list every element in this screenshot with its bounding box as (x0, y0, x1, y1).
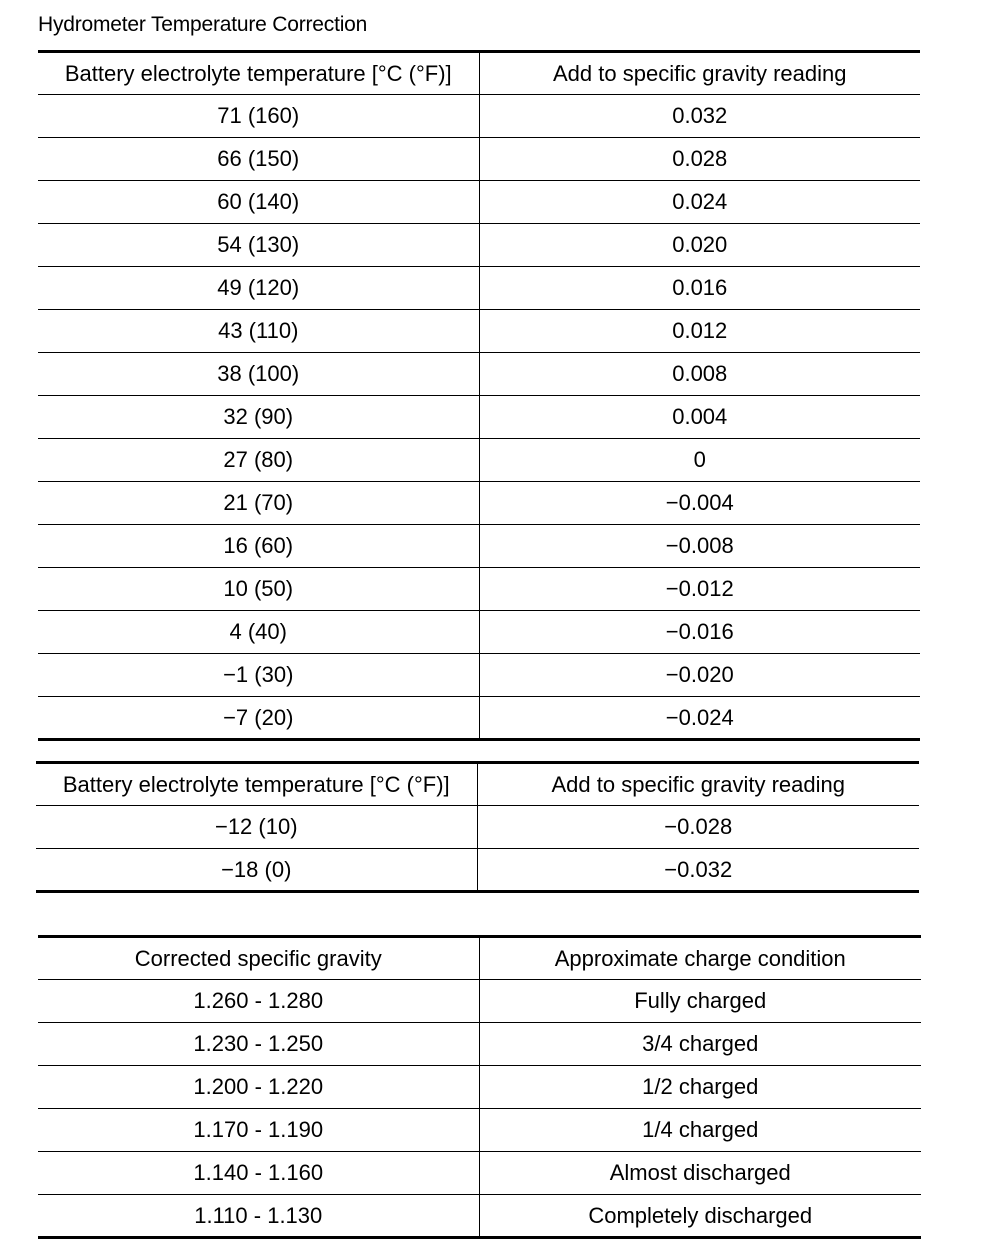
table-cell: 16 (60) (38, 525, 479, 568)
temperature-correction-table-continued (36, 761, 919, 893)
table-cell: 27 (80) (38, 439, 479, 482)
table-row (38, 611, 920, 654)
table-row (38, 396, 920, 439)
table-cell: −0.032 (477, 849, 919, 892)
table-row (38, 697, 920, 740)
table-cell: 1.260 - 1.280 (38, 980, 479, 1023)
table-header-row (38, 937, 921, 980)
table-row (38, 1195, 921, 1238)
table-row (38, 568, 920, 611)
column-header-temperature: Battery electrolyte temperature [°C (°F)] (38, 52, 479, 95)
column-header-gravity-addition: Add to specific gravity reading (477, 763, 919, 806)
table-cell: 38 (100) (38, 353, 479, 396)
column-header-temperature: Battery electrolyte temperature [°C (°F)] (36, 763, 477, 806)
table-cell: 43 (110) (38, 310, 479, 353)
table-row (38, 1152, 921, 1195)
table-row (38, 1023, 921, 1066)
table-cell: 1/4 charged (479, 1109, 921, 1152)
table-cell: Fully charged (479, 980, 921, 1023)
table-cell: −0.020 (479, 654, 920, 697)
table-cell: 1.230 - 1.250 (38, 1023, 479, 1066)
table-row (38, 439, 920, 482)
table-cell: Completely discharged (479, 1195, 921, 1238)
table-cell: 0.008 (479, 353, 920, 396)
table-cell: 4 (40) (38, 611, 479, 654)
table-cell: 0 (479, 439, 920, 482)
table-cell: 1.170 - 1.190 (38, 1109, 479, 1152)
table-row (38, 95, 920, 138)
table-cell: 32 (90) (38, 396, 479, 439)
column-header-specific-gravity: Corrected specific gravity (38, 937, 479, 980)
table-row (38, 224, 920, 267)
table-cell: −0.024 (479, 697, 920, 740)
table-row (36, 806, 919, 849)
table-row (38, 181, 920, 224)
table-cell: −1 (30) (38, 654, 479, 697)
table-cell: 60 (140) (38, 181, 479, 224)
table-row (38, 353, 920, 396)
table-row (38, 482, 920, 525)
table-cell: 10 (50) (38, 568, 479, 611)
table-cell: Almost discharged (479, 1152, 921, 1195)
table-cell: 71 (160) (38, 95, 479, 138)
table-cell: 0.024 (479, 181, 920, 224)
table-cell: −18 (0) (36, 849, 477, 892)
table-row (38, 267, 920, 310)
table-cell: 49 (120) (38, 267, 479, 310)
table-cell: −0.008 (479, 525, 920, 568)
table-cell: 1/2 charged (479, 1066, 921, 1109)
table-cell: 0.028 (479, 138, 920, 181)
table-cell: −0.012 (479, 568, 920, 611)
table-cell: 0.004 (479, 396, 920, 439)
table-row (38, 980, 921, 1023)
table-cell: 54 (130) (38, 224, 479, 267)
temperature-correction-table (38, 50, 920, 741)
table-cell: 0.020 (479, 224, 920, 267)
column-header-charge-condition: Approximate charge condition (479, 937, 921, 980)
column-header-gravity-addition: Add to specific gravity reading (479, 52, 920, 95)
charge-condition-table (38, 935, 921, 1239)
table-header-row (38, 52, 920, 95)
table-cell: 1.200 - 1.220 (38, 1066, 479, 1109)
table-row (36, 849, 919, 892)
table-row (38, 1109, 921, 1152)
table-cell: 1.140 - 1.160 (38, 1152, 479, 1195)
table-row (38, 310, 920, 353)
table-cell: −12 (10) (36, 806, 477, 849)
table-cell: −0.004 (479, 482, 920, 525)
table-cell: 1.110 - 1.130 (38, 1195, 479, 1238)
table-cell: −7 (20) (38, 697, 479, 740)
table-cell: 0.016 (479, 267, 920, 310)
table-cell: 0.032 (479, 95, 920, 138)
document-title: Hydrometer Temperature Correction (38, 13, 368, 36)
table-row (38, 1066, 921, 1109)
table-cell: −0.016 (479, 611, 920, 654)
table-row (38, 525, 920, 568)
table-cell: 3/4 charged (479, 1023, 921, 1066)
table-header-row (36, 763, 919, 806)
table-row (38, 654, 920, 697)
table-cell: 0.012 (479, 310, 920, 353)
table-cell: −0.028 (477, 806, 919, 849)
table-cell: 21 (70) (38, 482, 479, 525)
table-cell: 66 (150) (38, 138, 479, 181)
table-row (38, 138, 920, 181)
